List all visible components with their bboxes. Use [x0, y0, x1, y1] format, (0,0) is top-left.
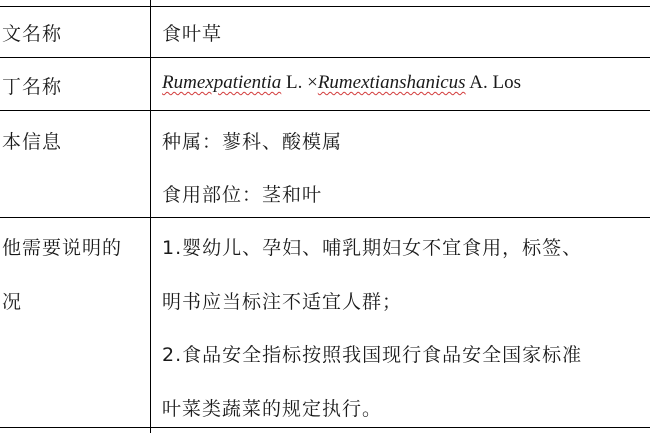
row-divider — [0, 217, 650, 218]
basic-info-label: 本信息 — [2, 131, 63, 153]
note-line-2: 明书应当标注不适宜人群； — [162, 291, 403, 313]
edible-part-line: 食用部位：茎和叶 — [162, 184, 323, 206]
table-border-top — [0, 6, 650, 7]
chinese-name-label: 文名称 — [2, 23, 63, 45]
species-name-1: Rumexpatientia — [162, 72, 282, 93]
species-name-2: Rumextianshanicus — [317, 72, 466, 93]
note-line-3: 2.食品安全指标按照我国现行食品安全国家标准 — [162, 344, 583, 366]
note-line-1: 1.婴幼儿、孕妇、哺乳期妇女不宜食用，标签、 — [162, 237, 583, 259]
column-divider — [150, 0, 151, 433]
row-divider — [0, 110, 650, 111]
latin-name-value — [162, 72, 521, 94]
row-divider — [0, 57, 650, 58]
latin-name-label: 丁名称 — [2, 76, 63, 98]
notes-label-line2: 况 — [2, 291, 23, 313]
chinese-name-value: 食叶草 — [162, 23, 223, 45]
note-line-4: 叶菜类蔬菜的规定执行。 — [162, 398, 383, 420]
notes-label-line1: 他需要说明的 — [2, 237, 123, 259]
table-border-bottom — [0, 427, 650, 428]
genus-line: 种属：蓼科、酸模属 — [162, 131, 343, 153]
author-abbrev: A. Los — [465, 72, 522, 93]
hybrid-sign: L. × — [281, 72, 318, 93]
